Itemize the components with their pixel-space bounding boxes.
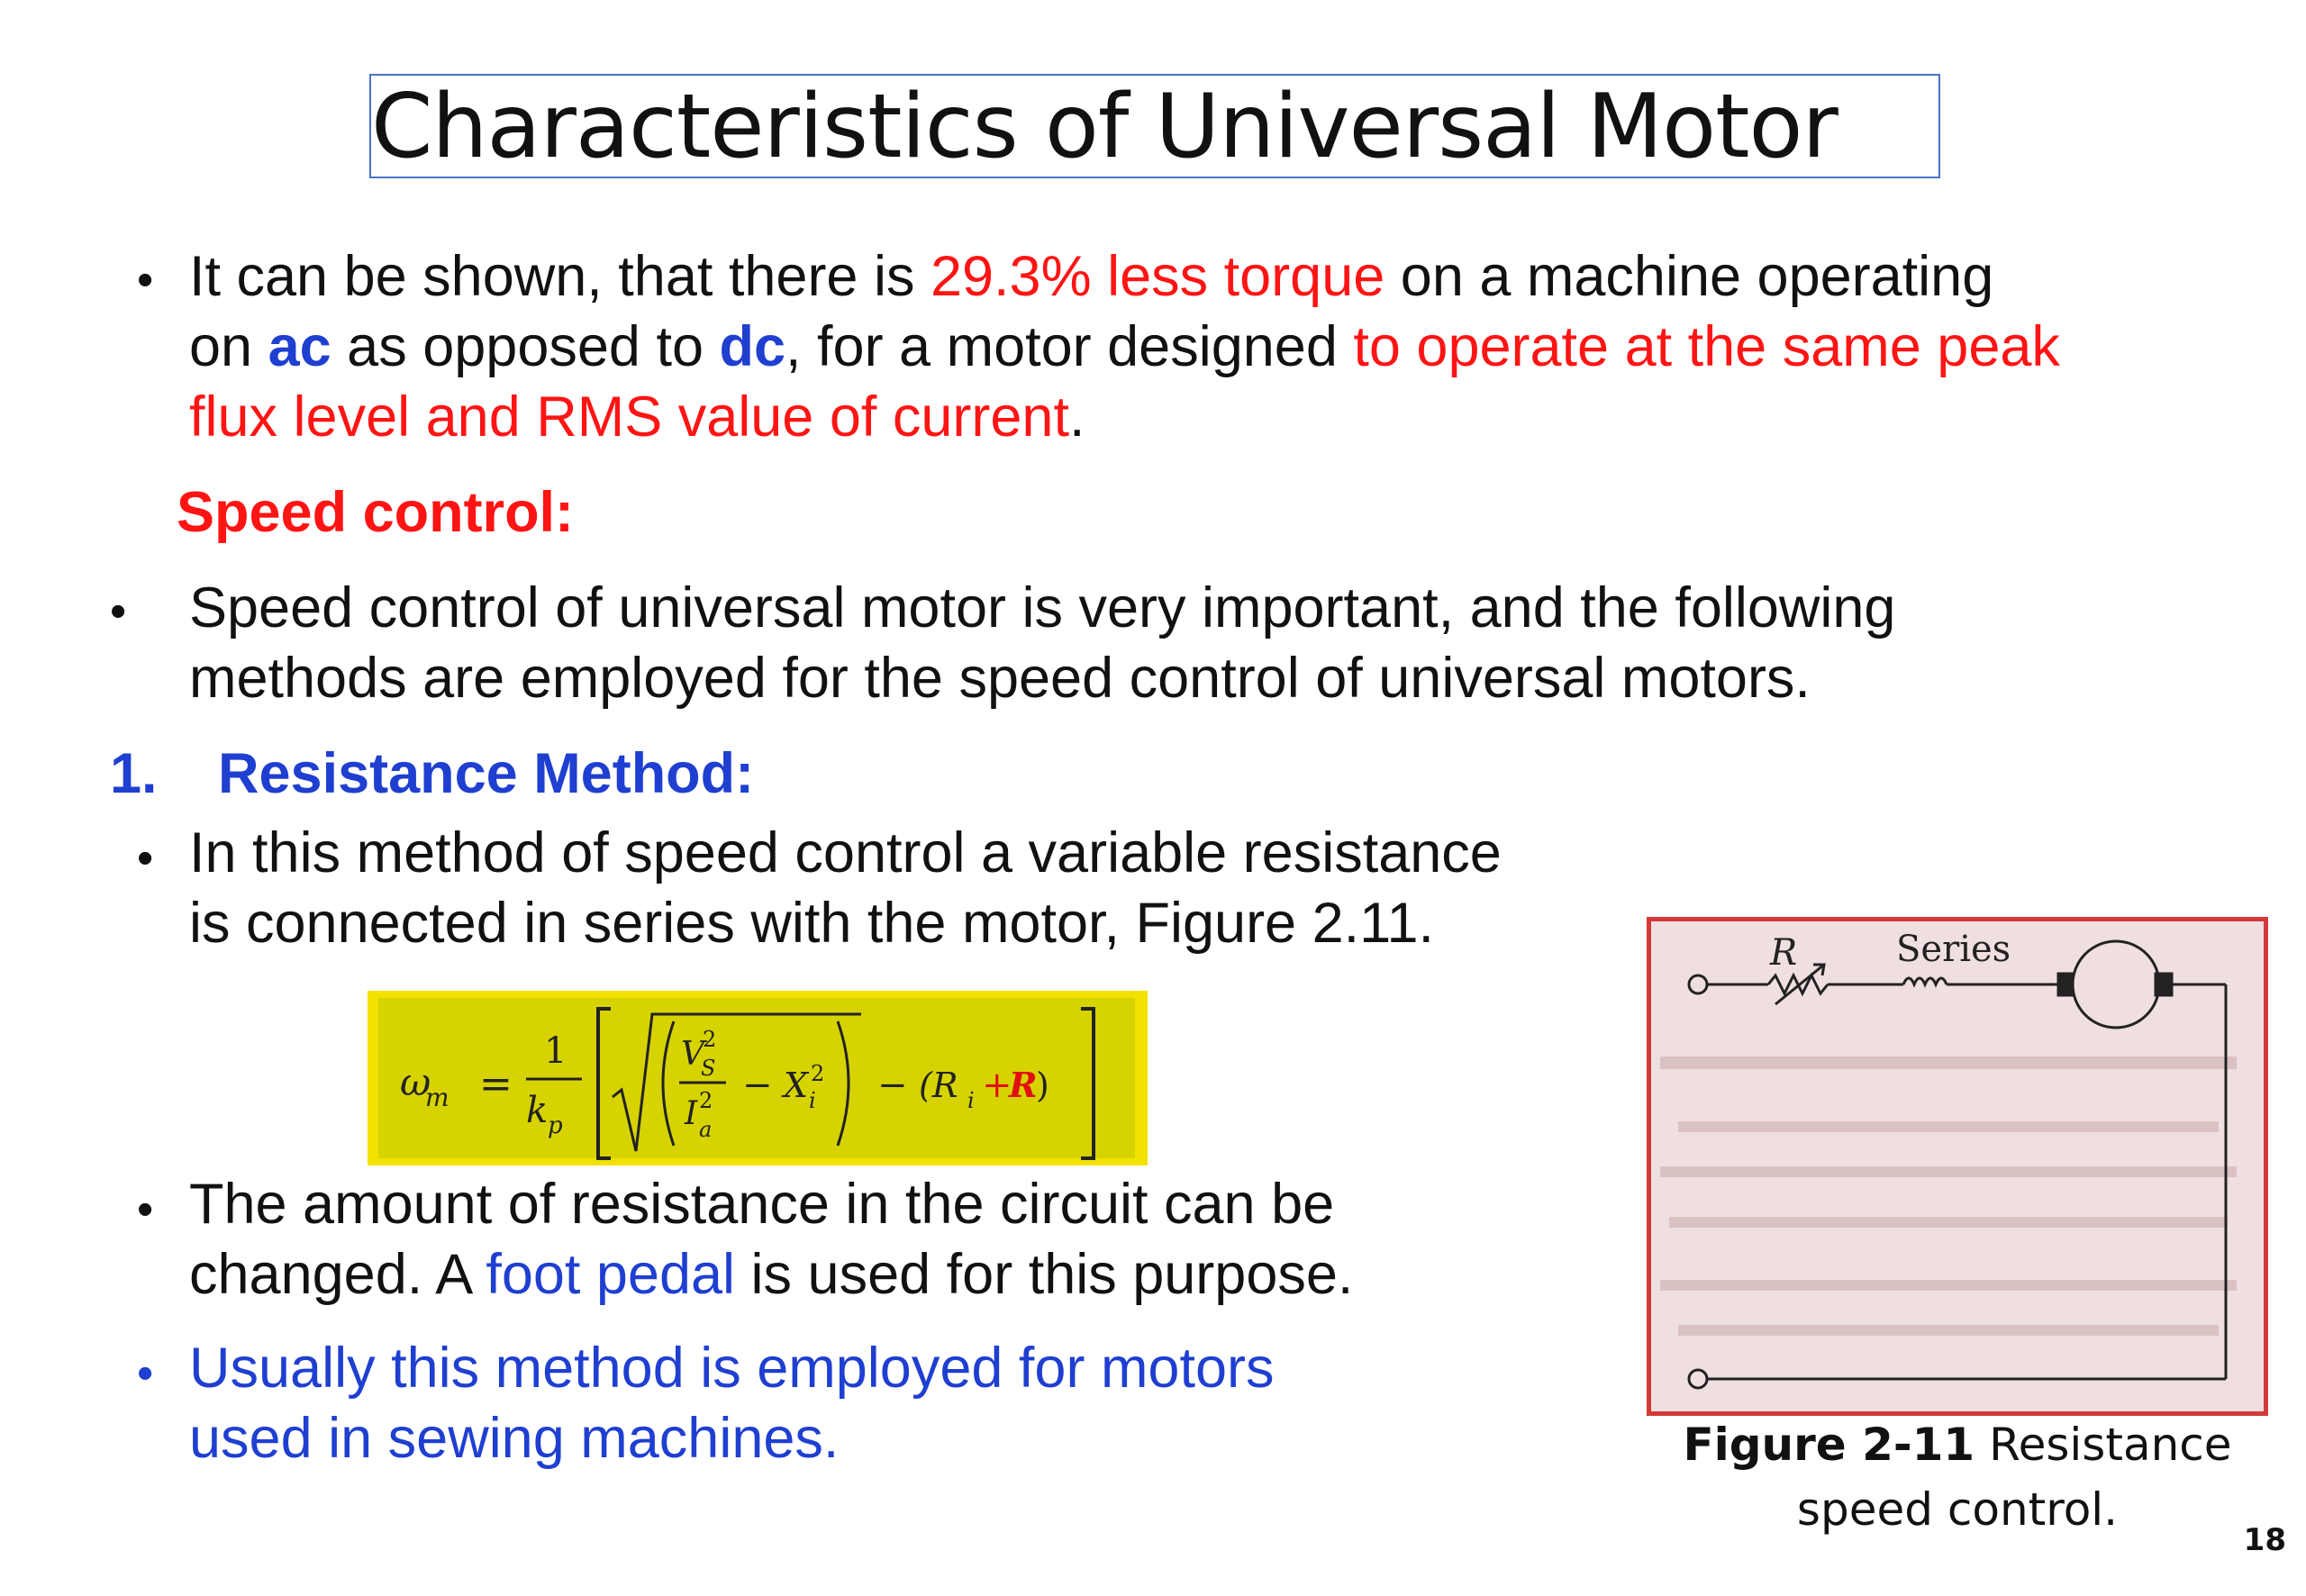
formula-r-bold: R [1009, 1065, 1038, 1105]
text-span: as opposed to [331, 315, 720, 378]
text-span: on [189, 315, 268, 378]
formula-xi-sup: 2 [811, 1061, 825, 1086]
bullet1-line3 [189, 382, 1085, 452]
texture-line [1660, 1056, 2237, 1069]
bullet1-line1 [189, 241, 1993, 312]
text-span: is used for this purpose. [735, 1243, 1354, 1306]
paren-left [663, 1021, 674, 1146]
bullet3-line1: In this method of speed control a variable resistance [189, 821, 1502, 884]
formula-close-paren: ) [1036, 1066, 1049, 1105]
formula-omega-sub: m [425, 1083, 449, 1112]
formula-ri-sub: i [967, 1088, 975, 1113]
formula-xi: X [784, 1066, 809, 1105]
formula-plus: + [982, 1065, 1012, 1106]
term-dc: dc [719, 315, 786, 378]
figure-caption [1647, 1412, 2268, 1542]
formula-vs-sub: S [701, 1056, 716, 1081]
formula-xi-sub: i [809, 1088, 816, 1113]
page-number: 18 [2243, 1522, 2286, 1558]
terminal-top [1689, 975, 1707, 993]
figure-resistance-speed-control [1647, 917, 2268, 1416]
formula-vs: V [681, 1036, 704, 1073]
formula-box [368, 991, 1148, 1165]
texture-line [1669, 1217, 2228, 1228]
bullet-marker: • [137, 1347, 154, 1400]
speed-control-heading: Speed control: [177, 481, 575, 544]
motor-armature [2073, 941, 2159, 1028]
term-ac: ac [268, 315, 331, 378]
page-title: Characteristics of Universal Motor [371, 76, 1838, 178]
title-box [369, 74, 1940, 178]
bullet-marker: • [137, 254, 154, 306]
bullet1-line2 [189, 312, 2060, 382]
bullet5-line2: used in sewing machines. [189, 1407, 840, 1470]
bracket-left [598, 1009, 611, 1158]
formula-kp: k [526, 1090, 549, 1131]
highlight-condition: to operate at the same peak [1353, 315, 2060, 378]
highlight-condition-cont: flux level and RMS value of current [189, 385, 1069, 449]
background-texture [1660, 1056, 2237, 1336]
highlight-torque: 29.3% less torque [930, 245, 1385, 308]
caption-text: Resistance [1975, 1419, 2232, 1471]
text-span: , for a motor designed [785, 315, 1354, 378]
text-span: changed. A [189, 1243, 486, 1306]
bullet-marker: • [137, 1183, 154, 1236]
formula-ia-sub: a [699, 1117, 713, 1142]
bullet2-line1: Speed control of universal motor is very important, and the following [189, 576, 1896, 639]
text-span: on a machine operating [1385, 245, 1994, 308]
term-foot-pedal: foot pedal [486, 1243, 736, 1306]
series-coil [1903, 978, 1947, 984]
bullet4-line1: The amount of resistance in the circuit can be [189, 1173, 1335, 1236]
formula-omega: ω [400, 1060, 431, 1104]
formula-ri: (R [919, 1066, 958, 1105]
caption-line2: speed control. [1796, 1483, 2119, 1536]
caption-line1 [1647, 1412, 2268, 1477]
bracket-right [1081, 1009, 1094, 1158]
texture-line [1660, 1280, 2237, 1291]
bullet2-line2: methods are employed for the speed control of universal motors. [189, 647, 1811, 710]
circuit-diagram [1651, 921, 2264, 1411]
texture-line [1660, 1166, 2237, 1177]
speed-formula [368, 991, 1148, 1165]
bullet4-line2 [189, 1239, 1353, 1310]
formula-equals: = [479, 1061, 513, 1107]
formula-ia-sup: 2 [699, 1088, 713, 1113]
formula-ia: I [685, 1095, 698, 1132]
terminal-bottom [1689, 1370, 1707, 1388]
method-number: 1. [110, 742, 158, 805]
texture-line [1678, 1121, 2219, 1132]
caption-figure-number: Figure 2-11 [1683, 1419, 1975, 1471]
formula-numerator: 1 [544, 1030, 567, 1072]
formula-minus: − [877, 1065, 908, 1106]
paren-right [838, 1021, 849, 1146]
label-r: R [1770, 932, 1798, 974]
formula-kp-sub: p [548, 1112, 563, 1139]
text-span: It can be shown, that there is [189, 245, 931, 308]
texture-line [1678, 1325, 2219, 1336]
bullet-marker: • [110, 585, 127, 638]
bullet3-line2: is connected in series with the motor, Figure 2.11. [189, 892, 1435, 955]
formula-vs-sup: 2 [703, 1027, 717, 1052]
formula-minus: − [742, 1065, 773, 1106]
resistance-method-heading: Resistance Method: [218, 742, 755, 805]
label-series: Series [1896, 929, 2011, 970]
bullet5-line1: Usually this method is employed for motors [189, 1337, 1275, 1400]
brush-right [2156, 974, 2172, 995]
bullet-marker: • [137, 832, 154, 884]
text-span: . [1068, 385, 1085, 449]
